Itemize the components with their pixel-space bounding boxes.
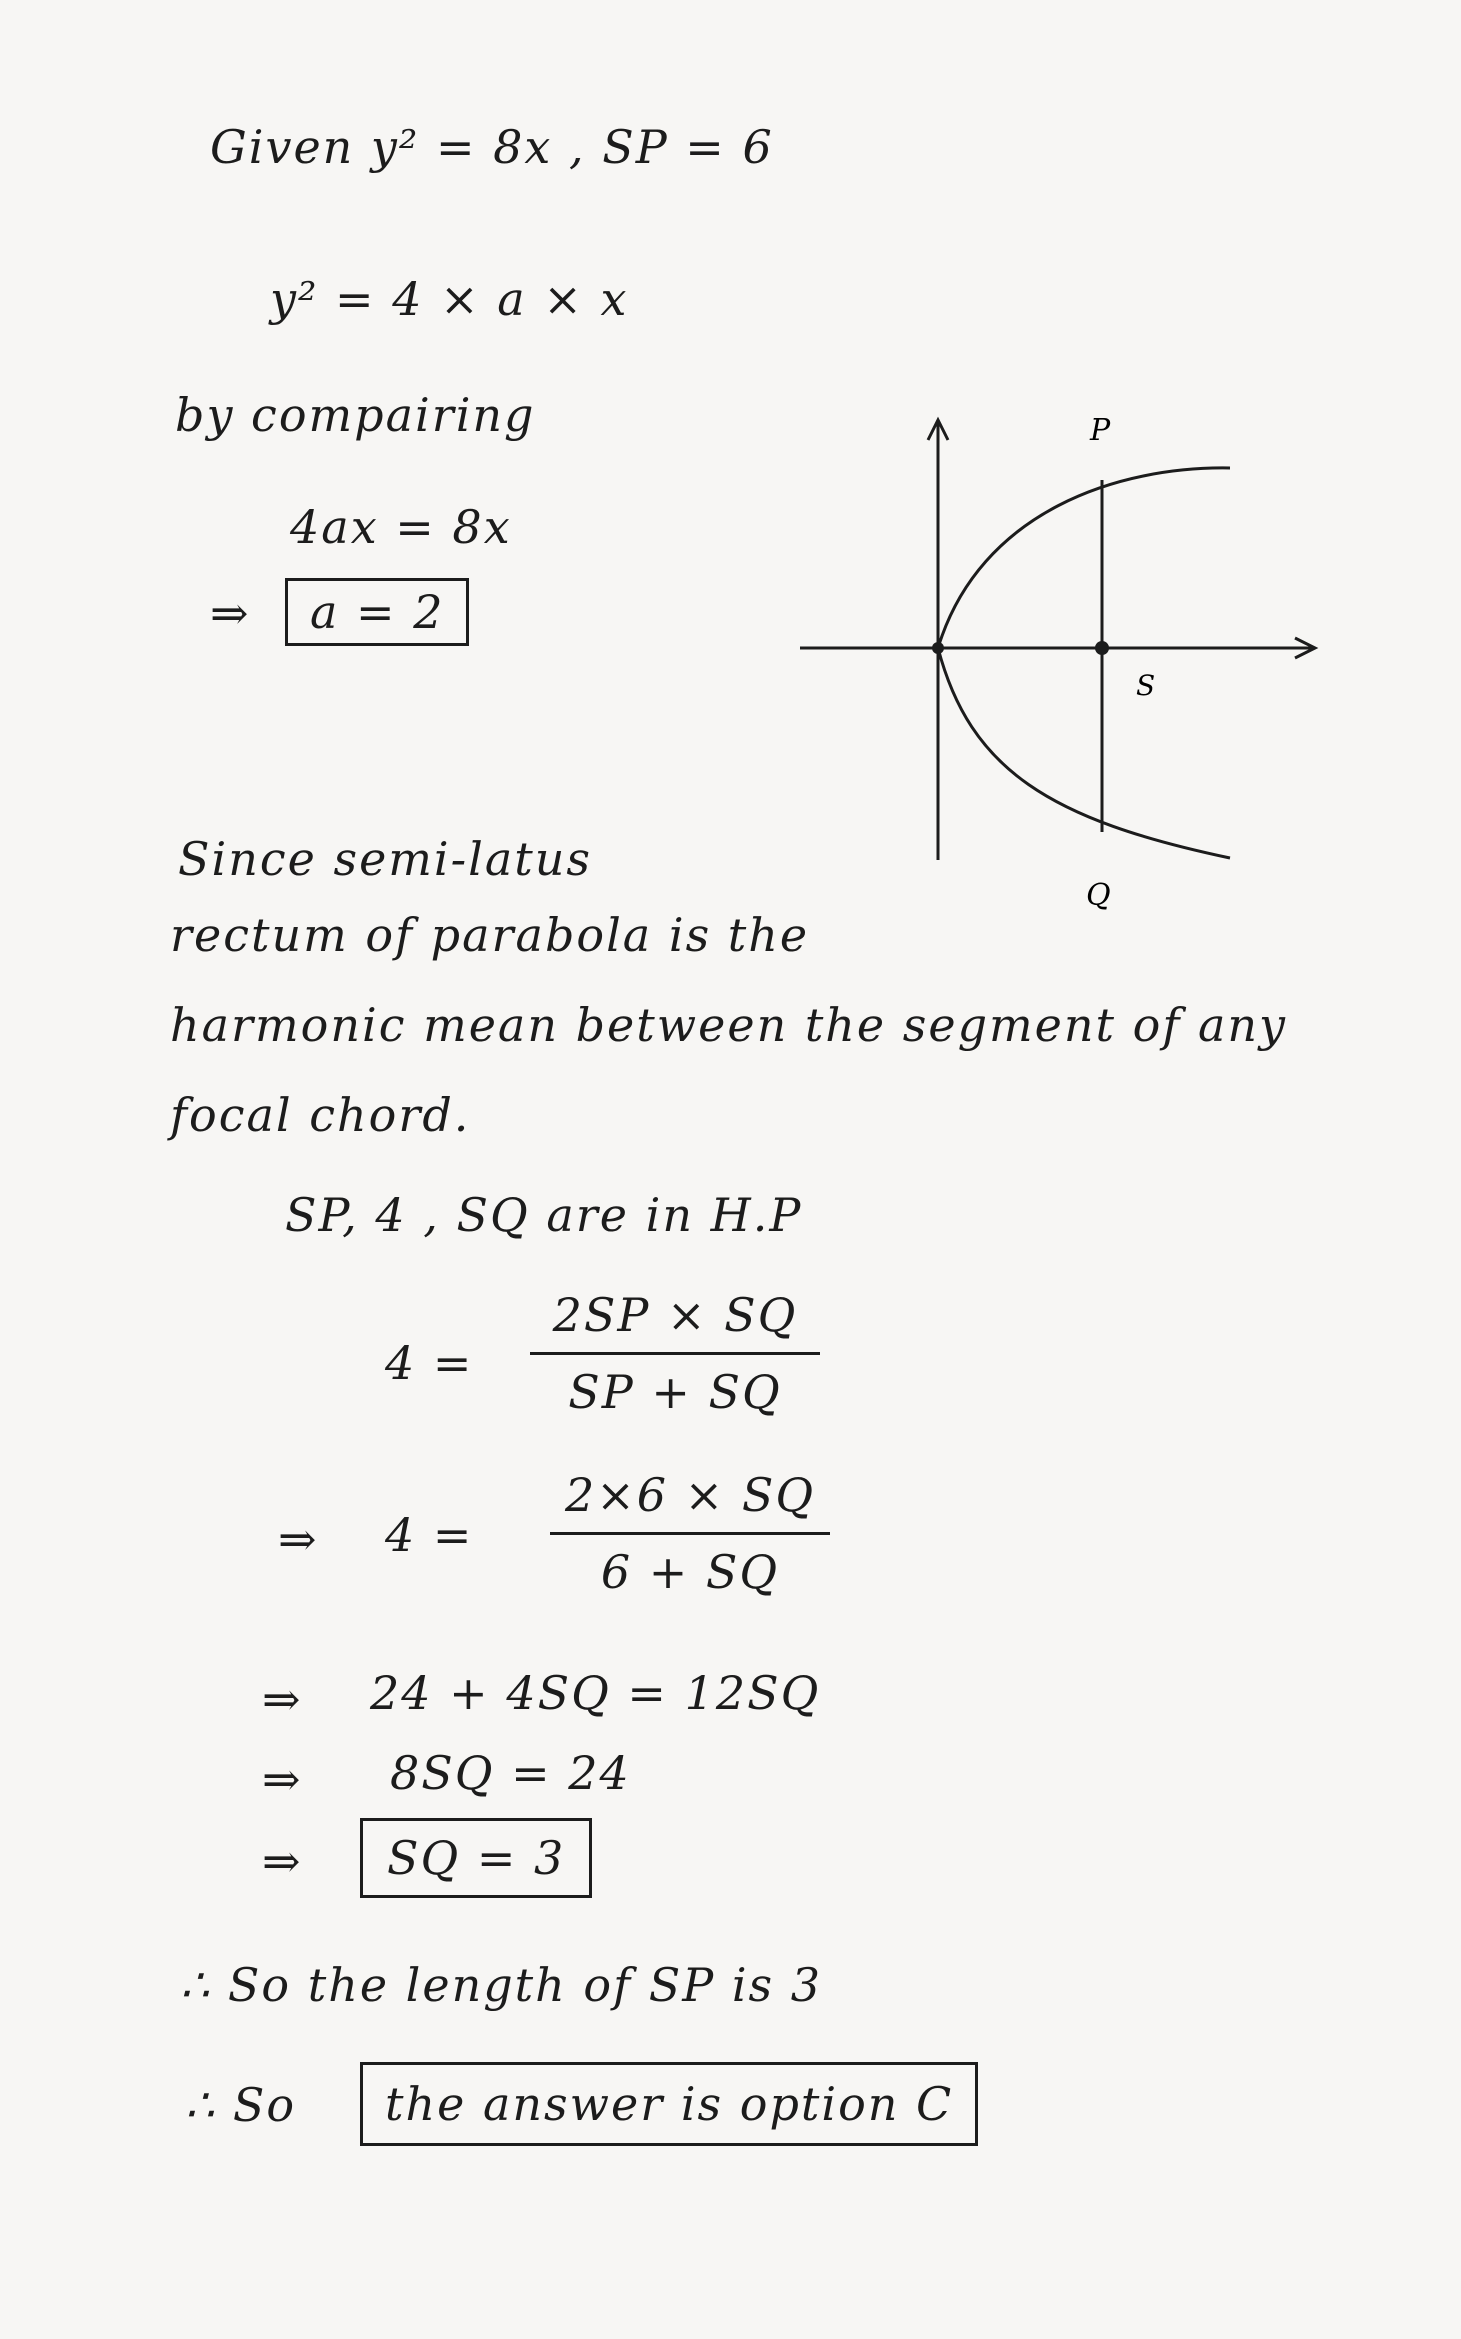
hp-line: SP, 4 , SQ are in H.P [285,1188,803,1242]
eq1-numerator: 2SP × SQ [552,1288,798,1342]
eq4: 8SQ = 24 [390,1746,631,1800]
vertex-point [932,642,944,654]
eq2-fraction [550,1468,830,1599]
since-line-1: Since semi-latus [178,832,593,886]
since-line-2: rectum of parabola is the [170,908,810,962]
eq1-lhs: 4 = [385,1336,474,1390]
label-p: P [1090,413,1111,448]
conclusion-answer: the answer is option C [360,2062,978,2146]
focus-point [1095,641,1109,655]
since-line-4: focal chord. [170,1088,471,1142]
eq3: 24 + 4SQ = 12SQ [370,1666,821,1720]
label-q: Q [1086,878,1111,913]
eq2-numerator: 2×6 × SQ [564,1468,816,1522]
parabola-curve [938,468,1230,858]
given-line: Given y² = 8x , SP = 6 [210,120,774,174]
a-result-box [285,578,469,646]
eq1-denominator: SP + SQ [568,1365,782,1419]
eq2-denominator: 6 + SQ [600,1545,780,1599]
compare-equation: 4ax = 8x [290,500,512,554]
parabola-diagram [790,400,1350,920]
sq-result-box [360,1818,592,1898]
conclusion-answer-box [360,2062,978,2146]
sq-result: SQ = 3 [360,1818,592,1898]
eq4-arrow: ⇒ [262,1752,303,1806]
label-s: S [1136,669,1156,702]
eq2-arrow: ⇒ [278,1512,319,1566]
eq3-arrow: ⇒ [262,1672,303,1726]
conclusion-line-2-prefix: ∴ So [185,2078,297,2132]
eq1-fraction [530,1288,820,1419]
conclusion-line-1: ∴ So the length of SP is 3 [180,1958,823,2012]
eq5-arrow: ⇒ [262,1834,303,1888]
eq1-bar [530,1352,820,1355]
arrow-a: ⇒ [210,586,251,640]
since-line-3: harmonic mean between the segment of any [170,998,1287,1052]
eq2-bar [550,1532,830,1535]
compare-line: by compairing [175,388,536,442]
eq2-lhs: 4 = [385,1508,474,1562]
a-result: a = 2 [285,578,469,646]
standard-form-line: y² = 4 × a × x [270,272,629,326]
